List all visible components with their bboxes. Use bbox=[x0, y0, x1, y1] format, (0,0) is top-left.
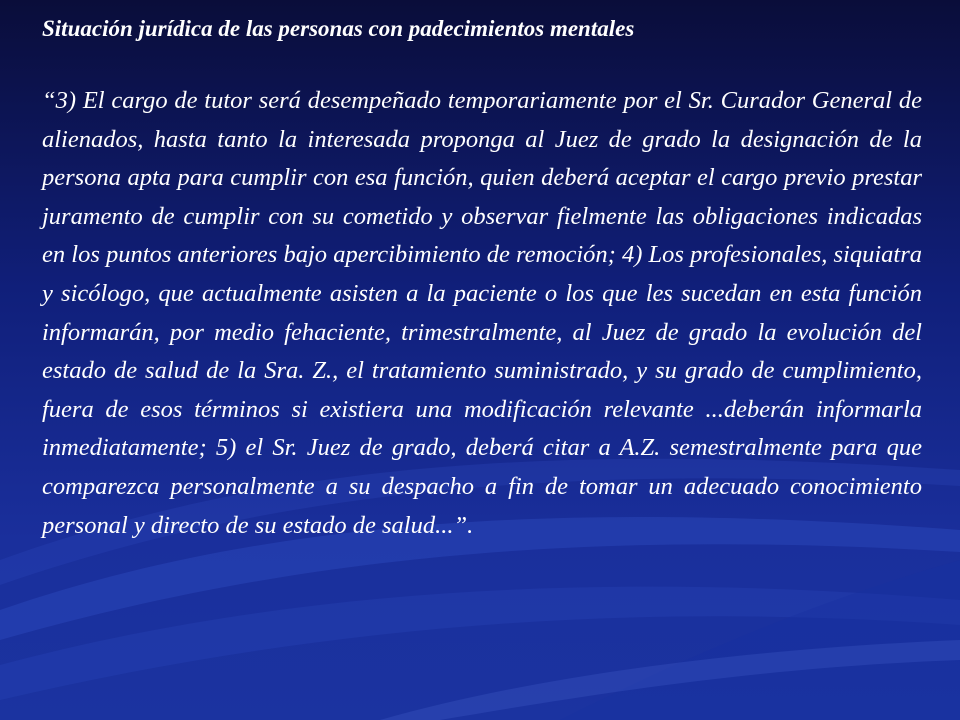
slide-title: Situación jurídica de las personas con padecimientos mentales bbox=[42, 16, 635, 41]
quote-paragraph: “3) El cargo de tutor será desempeñado temporariamente por el Sr. Curador General de alienados, hasta tanto la interesada proponga al Juez de grado la designación de la persona apta para cumplir con esa función, quien deberá aceptar el cargo previo prestar juramento de cumplir con su cometido y observar fielmente las obligaciones indicadas en los puntos anteriores bajo apercibimiento de remoción; 4) Los profesionales, siquiatra y sicólogo, que actualmente asisten a la paciente o los que les sucedan en esta función informarán, por medio fehaciente, trimestralmente, al Juez de grado la evolución del estado de salud de la Sra. Z., el tratamiento suministrado, y su grado de cumplimiento, fuera de esos términos si existiera una modificación relevante ...deberán informarla inmediatamente; 5) el Sr. Juez de grado, deberá citar a A.Z. semestralmente para que comparezca personalmente a su despacho a fin de tomar un adecuado conocimiento personal y directo de su estado de salud...”. bbox=[42, 87, 922, 539]
slide-content bbox=[42, 12, 922, 545]
